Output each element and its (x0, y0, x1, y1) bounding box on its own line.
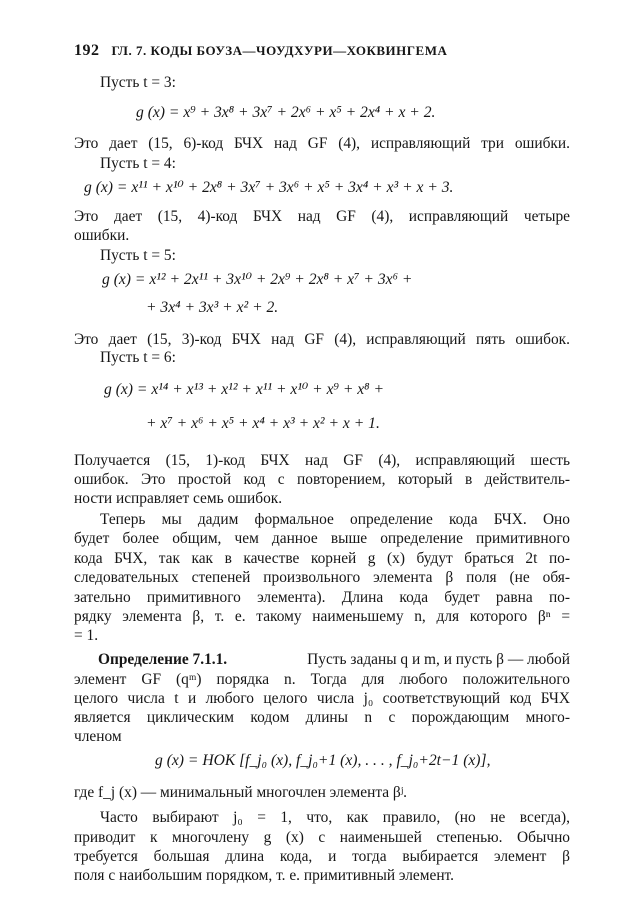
text-line: Пусть t = 3: (100, 74, 176, 91)
running-title: ГЛ. 7. КОДЫ БОУЗА—ЧОУДХУРИ—ХОКВИНГЕМА (111, 43, 448, 58)
text-line: кода БЧХ, так как в качестве корней g (x) будут браться 2t по- (74, 550, 570, 567)
equation: g (x) = x¹¹ + x¹⁰ + 2x⁸ + 3x⁷ + 3x⁶ + x⁵ + 3x⁴ + x³ + x + 3. (84, 179, 454, 196)
text-line: поля с наибольшим порядком, т. е. примитивный элемент. (74, 867, 454, 884)
text-line: Пусть t = 5: (100, 247, 176, 264)
text-line: ности исправляет семь ошибок. (74, 490, 283, 507)
text-line: Пусть t = 4: (100, 155, 176, 172)
definition-line (98, 651, 570, 669)
text-line: ошибки. (74, 227, 130, 244)
text-line: требуется большая длина кода, и тогда выбирается элемент β (74, 848, 570, 865)
text-line: зательно примитивного элемента). Длина кода будет равна по- (74, 589, 570, 606)
equation: + 3x⁴ + 3x³ + x² + 2. (146, 299, 279, 316)
definition-label: Определение 7.1.1. (98, 651, 228, 668)
text-line: Это дает (15, 3)-код БЧХ над GF (4), исправляющий пять ошибок. (74, 331, 570, 348)
text-line: Теперь мы дадим формальное определение кода БЧХ. Оно (100, 511, 570, 528)
equation: + x⁷ + x⁶ + x⁵ + x⁴ + x³ + x² + x + 1. (146, 415, 380, 432)
text-line: следовательных степеней произвольного элемента β поля (не обя- (74, 569, 570, 586)
page-header (74, 42, 574, 60)
equation: g (x) = x¹² + 2x¹¹ + 3x¹⁰ + 2x⁹ + 2x⁸ + x⁷ + 3x⁶ + (102, 271, 413, 288)
page-number: 192 (74, 42, 100, 59)
text-line: Это дает (15, 4)-код БЧХ над GF (4), исправляющий четыре (74, 208, 570, 225)
text-line: Часто выбирают j₀ = 1, что, как правило, (но не всегда), (100, 809, 570, 826)
text-line: рядку элемента β, т. е. такому наименьшему n, для которого βⁿ = (74, 608, 570, 625)
equation: g (x) = x⁹ + 3x⁸ + 3x⁷ + 2x⁶ + x⁵ + 2x⁴ + x + 2. (136, 104, 436, 121)
text-line: является циклическим кодом длины n с порождающим много- (74, 709, 570, 726)
text-line: Получается (15, 1)-код БЧХ над GF (4), исправляющий шесть (74, 452, 570, 469)
text-line: членом (74, 728, 122, 745)
text-line: где f_j (x) — минимальный многочлен элемента βʲ. (74, 784, 407, 801)
equation: g (x) = НОК [f_j₀ (x), f_j₀+1 (x), . . . , f_j₀+2t−1 (x)], (155, 752, 491, 769)
text-line: будет более общим, чем данное выше определение примитивного (74, 530, 570, 547)
text-line: Пусть заданы q и m, и пусть β — любой (307, 651, 570, 668)
text-line: ошибок. Это простой код с повторением, который в действитель- (74, 471, 570, 488)
text-line: приводит к многочлену g (x) с наименьшей степенью. Обычно (74, 829, 570, 846)
text-line: Это дает (15, 6)-код БЧХ над GF (4), исправляющий три ошибки. (74, 135, 570, 152)
text-line: целого числа t и любого целого числа j₀ соответствующий код БЧХ (74, 690, 570, 707)
text-line: = 1. (74, 627, 99, 644)
text-line: Пусть t = 6: (100, 349, 176, 366)
equation: g (x) = x¹⁴ + x¹³ + x¹² + x¹¹ + x¹⁰ + x⁹ + x⁸ + (104, 381, 385, 398)
text-line: элемент GF (qᵐ) порядка n. Тогда для любого положительного (74, 671, 570, 688)
